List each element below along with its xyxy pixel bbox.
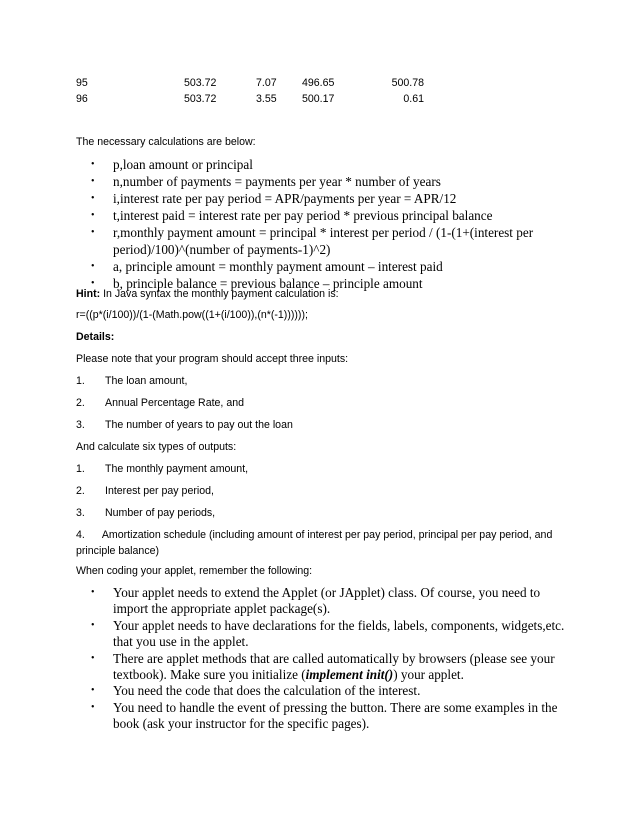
table-cell-principal: 496.65 xyxy=(302,77,335,89)
table-cell-interest: 7.07 xyxy=(256,77,277,89)
hint-code: r=((p*(i/100))/(1-(Math.pow((1+(i/100)),(n*(-1)))))); xyxy=(76,309,308,321)
bullet-icon: • xyxy=(91,176,95,187)
list-item: • n,number of payments = payments per year * number of years xyxy=(91,174,441,189)
table-cell-principal: 500.17 xyxy=(302,93,335,105)
calculations-intro: The necessary calculations are below: xyxy=(76,136,256,148)
list-item: • You need the code that does the calculation of the interest. xyxy=(91,683,421,699)
inputs-intro: Please note that your program should accept three inputs: xyxy=(76,353,349,365)
table-row xyxy=(76,77,436,91)
calculations-list xyxy=(76,156,576,292)
hint-line xyxy=(76,288,339,300)
list-item: • b, principle balance = previous balance – principle amount xyxy=(91,276,423,291)
bullet-icon: • xyxy=(91,159,95,170)
list-item: • r,monthly payment amount = principal * interest per period / (1-(1+(interest per period)/100)^(number of payments-1)^2) xyxy=(91,225,534,257)
document-page: 95 503.72 7.07 496.65 500.78 96 503.72 3.55 500.17 0.61 The necessary calculations are below: • p,loan amount or principal • n,number of payments = payments per year * number of years • i,interest rate per pay period = APR/payments per year = APR/12 • t,interest paid = interest rate per pay period * previous principal balance • r,monthly payment amount = principal * interest per period / (1-(1+(interest per period)/100)^(number of payments-1)^2) • a, principle amount = monthly payment amount – interest paid • b, principle balance = previous balance – principle amount Hint: In Java syntax the monthly payment calculation is: r=((p*(i/100))/(1-(Math.pow((1+(i/100)),(n*(-1)))))); Details: Please note that your program should accept three inputs: 1. The loan amount, 2. Annual Percentage Rate, and 3. The number of years to pay out the loan And calculate six types of outputs: 1. The monthly payment amount, 2. Interest per pay period, 3. Number of pay periods, 4. Amortization schedule (including amount of interest per pay period, principal per pay period, and principle balance) When coding your applet, remember the following: • Your applet needs to extend the Applet (or JApplet) class. Of course, you need to import the appropriate applet package(s). • Your applet needs to have declarations for the fields, labels, components, widgets,etc. that you use in the applet. • There are applet methods that are called automatically by browsers (please see your textbook). Make sure you initialize (implement init()) your applet. • You need the code that does the calculation of the interest. • You need to handle the event of pressing the button. There are some examples in the book (ask your instructor for the specific pages). xyxy=(0,0,638,826)
bullet-icon: • xyxy=(91,210,95,221)
coding-intro: When coding your applet, remember the following: xyxy=(76,565,313,577)
table-cell-payment: 503.72 xyxy=(184,93,217,105)
bullet-icon: • xyxy=(91,261,95,272)
table-cell-payment: 503.72 xyxy=(184,77,217,89)
list-item: • p,loan amount or principal xyxy=(91,157,253,172)
bullet-icon: • xyxy=(91,701,95,713)
list-item: • i,interest rate per pay period = APR/payments per year = APR/12 xyxy=(91,191,457,206)
table-cell-balance: 0.61 xyxy=(403,93,424,105)
bullet-icon: • xyxy=(91,619,95,631)
list-item: • a, principle amount = monthly payment amount – interest paid xyxy=(91,259,443,274)
bullet-icon: • xyxy=(91,587,95,598)
table-cell-interest: 3.55 xyxy=(256,93,277,105)
list-item: • There are applet methods that are called automatically by browsers (please see your textbook). Make sure you initialize (implement init()) your applet. xyxy=(91,650,555,683)
list-item: • Your applet needs to extend the Applet (or JApplet) class. Of course, you need to import the appropriate applet package(s). xyxy=(91,585,541,617)
outputs-intro: And calculate six types of outputs: xyxy=(76,441,237,453)
bullet-icon: • xyxy=(91,278,95,289)
table-row xyxy=(76,93,436,107)
list-item: • You need to handle the event of pressing the button. There are some examples in the book (ask your instructor for the specific pages). xyxy=(91,699,558,732)
list-item: • Your applet needs to have declarations for the fields, labels, components, widgets,etc. that you use in the applet. xyxy=(91,617,565,650)
hint-text: In Java syntax the monthly payment calculation is: xyxy=(100,288,339,300)
details-heading: Details: xyxy=(76,331,115,343)
bullet-icon: • xyxy=(91,227,95,238)
hint-label: Hint: xyxy=(76,288,101,300)
applet-requirements-list xyxy=(76,585,566,733)
list-item: • t,interest paid = interest rate per pay period * previous principal balance xyxy=(91,208,493,223)
bullet-icon: • xyxy=(91,193,95,204)
bullet-icon: • xyxy=(91,652,95,664)
numbered-item: 4. Amortization schedule (including amount of interest per pay period, principal per pay period, and principle balance) xyxy=(76,529,553,557)
table-cell-period: 96 xyxy=(76,93,88,105)
table-cell-period: 95 xyxy=(76,77,88,89)
table-cell-balance: 500.78 xyxy=(391,77,424,89)
bullet-icon: • xyxy=(91,685,95,697)
